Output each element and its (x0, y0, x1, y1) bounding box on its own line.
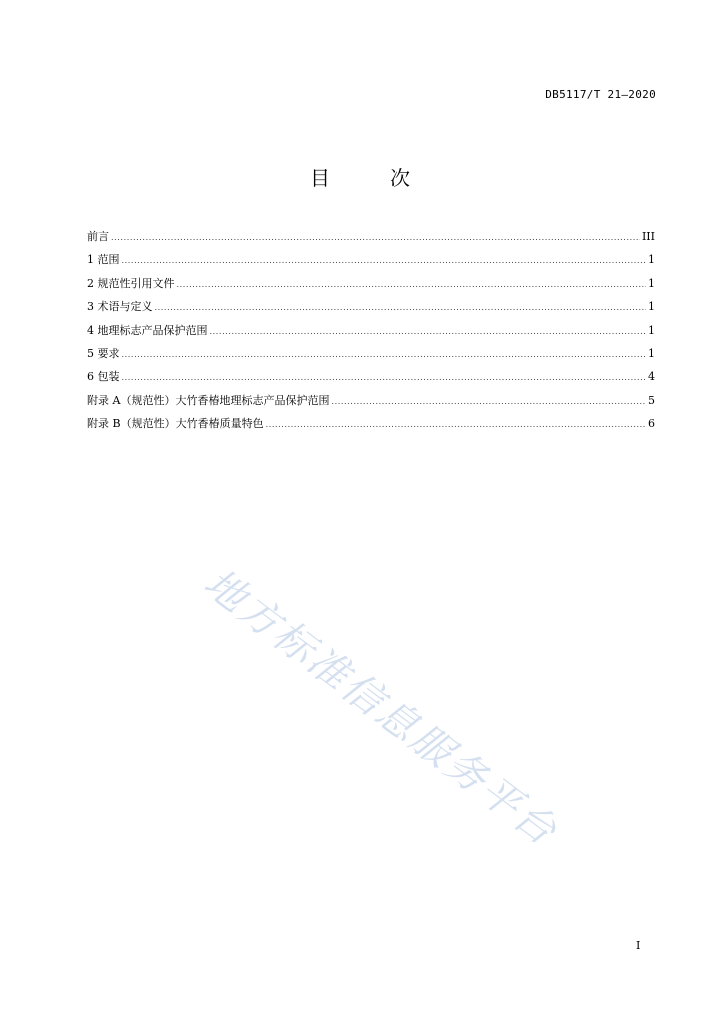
toc-entry-page: III (641, 230, 655, 243)
toc-entry-normative-references[interactable] (87, 276, 655, 299)
toc-dot-leader (122, 253, 647, 269)
toc-dot-leader (266, 417, 646, 433)
toc-entry-requirements[interactable] (87, 346, 655, 369)
toc-dot-leader (331, 394, 646, 410)
toc-entry-page: 5 (648, 393, 655, 407)
watermark: 地方标准信息服务平台 (195, 560, 567, 856)
toc-dot-leader (111, 230, 640, 246)
page-number: I (636, 939, 641, 952)
toc-entry-label: 6 包装 (87, 370, 120, 384)
toc-entry-label: 2 规范性引用文件 (87, 276, 175, 290)
toc-dot-leader (122, 370, 647, 386)
toc-entry-page: 4 (648, 370, 655, 384)
toc-entry-appendix-a[interactable] (87, 393, 655, 416)
toc-entry-page: 1 (648, 253, 655, 267)
toc-entry-label: 附录 A（规范性）大竹香椿地理标志产品保护范围 (87, 393, 330, 407)
toc-entry-label: 前言 (87, 230, 109, 243)
toc-entry-page: 1 (648, 323, 655, 337)
toc-entry-page: 1 (648, 346, 655, 360)
toc-entry-label: 4 地理标志产品保护范围 (87, 323, 208, 337)
standard-code: DB5117/T 21—2020 (545, 88, 656, 101)
toc-entry-foreword[interactable] (87, 229, 655, 252)
toc-entry-label: 3 术语与定义 (87, 300, 153, 314)
toc-entry-label: 附录 B（规范性）大竹香椿质量特色 (87, 417, 264, 431)
toc-entry-appendix-b[interactable] (87, 416, 655, 439)
toc-entry-terms[interactable] (87, 299, 655, 322)
table-of-contents (87, 229, 655, 440)
toc-entry-packaging[interactable] (87, 369, 655, 392)
toc-entry-label: 1 范围 (87, 253, 120, 267)
toc-entry-label: 5 要求 (87, 346, 120, 360)
toc-dot-leader (177, 277, 647, 293)
toc-entry-page: 1 (648, 276, 655, 290)
toc-entry-page: 6 (648, 417, 655, 431)
toc-entry-scope[interactable] (87, 252, 655, 275)
toc-dot-leader (122, 347, 647, 363)
page-title: 目 次 (310, 166, 430, 190)
toc-dot-leader (155, 300, 647, 316)
toc-entry-page: 1 (648, 300, 655, 314)
toc-dot-leader (210, 324, 647, 340)
toc-entry-protection-scope[interactable] (87, 323, 655, 346)
